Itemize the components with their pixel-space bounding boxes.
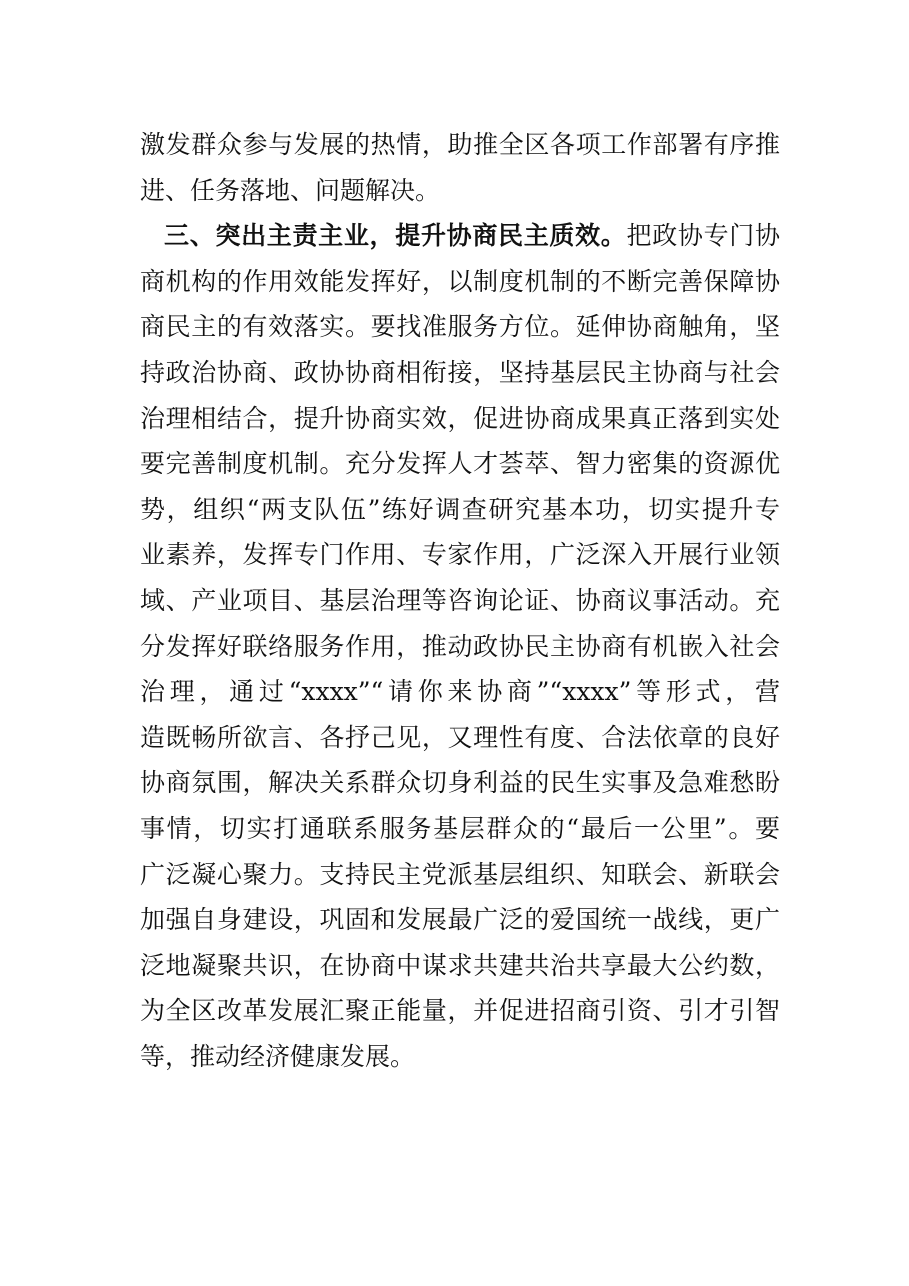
paragraph-1: [140, 122, 780, 213]
text-line: [140, 213, 780, 259]
section-heading: 三、突出主责主业，提升协商民主质效。: [164, 221, 627, 251]
body-text: [140, 122, 780, 1079]
text-line: 势，组织“两支队伍”练好调查研究基本功，切实提升专: [140, 494, 780, 524]
text-line: 治理，通过“xxxx”“请你来协商”“xxxx”等形式，营: [140, 677, 780, 707]
text-line: 激发群众参与发展的热情，助推全区各项工作部署有序推: [140, 130, 780, 159]
text-line: 商民主的有效落实。要找准服务方位。延伸协商触角，坚: [140, 312, 780, 342]
text-line: 事情，切实打通联系服务基层群众的“最后一公里”。要: [140, 813, 780, 843]
text-line: 进、任务落地、问题解决。: [140, 175, 441, 205]
text-line: 广泛凝心聚力。支持民主党派基层组织、知联会、新联会: [140, 859, 780, 889]
text-run: 把政协专门协: [626, 221, 780, 251]
text-line: 协商氛围，解决关系群众切身利益的民生实事及急难愁盼: [140, 768, 780, 798]
text-line: 泛地凝聚共识，在协商中谋求共建共治共享最大公约数，: [140, 950, 780, 980]
text-line: 商机构的作用效能发挥好，以制度机制的不断完善保障协: [140, 266, 780, 296]
text-line: 加强自身建设，巩固和发展最广泛的爱国统一战线，更广: [140, 905, 780, 935]
text-line: 等，推动经济健康发展。: [140, 1041, 416, 1071]
text-line: 治理相结合，提升协商实效，促进协商成果真正落到实处: [140, 403, 780, 433]
text-line: 业素养，发挥专门作用、专家作用，广泛深入开展行业领: [140, 540, 780, 570]
text-line: 域、产业项目、基层治理等咨询论证、协商议事活动。充: [140, 585, 780, 615]
text-line: 造既畅所欲言、各抒己见，又理性有度、合法依章的良好: [140, 722, 780, 752]
text-line: 分发挥好联络服务作用，推动政协民主协商有机嵌入社会: [140, 631, 780, 661]
text-line: 为全区改革发展汇聚正能量，并促进招商引资、引才引智: [140, 996, 780, 1026]
text-line: 持政治协商、政协协商相衔接，坚持基层民主协商与社会: [140, 357, 780, 387]
text-line: 要完善制度机制。充分发挥人才荟萃、智力密集的资源优: [140, 449, 780, 479]
paragraph-2: [140, 213, 780, 1079]
